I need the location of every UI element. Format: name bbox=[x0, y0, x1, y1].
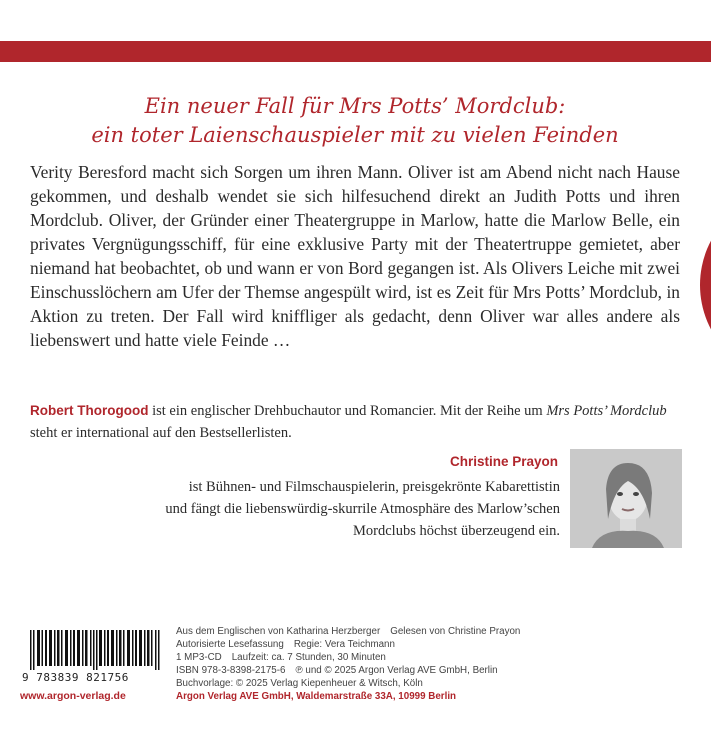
copyright-info: ℗ und © 2025 Argon Verlag AVE GmbH, Berlin bbox=[295, 665, 498, 676]
imprint-line-5: Buchvorlage: © 2025 Verlag Kiepenheuer & Witsch, Köln bbox=[176, 678, 423, 689]
imprint-line-3 bbox=[176, 651, 636, 664]
red-circle-decoration bbox=[700, 190, 711, 380]
director-credit: Regie: Vera Teichmann bbox=[293, 639, 395, 650]
isbn-info: ISBN 978-3-8398-2175-6 bbox=[176, 665, 286, 676]
barcode-digits: 9 783839 821756 bbox=[22, 671, 129, 684]
tagline-line-2: ein toter Laienschauspieler mit zu vielen Feinden bbox=[91, 123, 619, 147]
version-note: Autorisierte Lesefassung bbox=[176, 639, 284, 650]
imprint bbox=[176, 625, 636, 703]
imprint-line-1 bbox=[176, 625, 636, 638]
author-text-after: steht er international auf den Bestsellerlisten. bbox=[30, 425, 292, 441]
synopsis: Verity Beresford macht sich Sorgen um ihren Mann. Oliver ist am Abend nicht nach Hause gekommen, und deshalb wendet sie sich hilfesuchend direkt an Judith Potts und ihren Mordclub. Oliver, der Gründer einer Theatergruppe in Marlow, hatte die Marlow Belle, ein privates Vergnügungsschiff, für eine exklusive Party mit der Theatertruppe gemietet, aber niemand hat beobachtet, ob und wann er von Bord gegangen ist. Als Olivers Leiche mit zwei Einschusslöchern am Ufer der Themse angespült wird, ist es Zeit für Mrs Potts’ Mordclub, in Aktion zu treten. Der Fall wird kniffliger als gedacht, denn Oliver war alles andere als liebenswert und hatte viele Feinde … bbox=[30, 162, 680, 350]
narrator-credit: Gelesen von Christine Prayon bbox=[390, 626, 521, 637]
reader-bio-line-1: ist Bühnen- und Filmschauspielerin, preisgekrönte Kabarettistin bbox=[188, 479, 560, 495]
reader-bio-line-3: Mordclubs höchst überzeugend ein. bbox=[353, 523, 560, 539]
top-red-band bbox=[0, 41, 711, 62]
imprint-line-4 bbox=[176, 664, 636, 677]
reader-portrait-photo bbox=[570, 449, 682, 548]
tagline-line-1: Ein neuer Fall für Mrs Potts’ Mordclub: bbox=[144, 94, 566, 118]
author-name: Robert Thorogood bbox=[30, 403, 149, 418]
reader-bio-line-2: und fängt die liebenswürdig-skurrile Atmosphäre des Marlow’schen bbox=[165, 501, 560, 517]
barcode bbox=[30, 630, 160, 670]
imprint-line-2 bbox=[176, 638, 636, 651]
reader-bio bbox=[120, 476, 560, 542]
author-bio bbox=[30, 400, 680, 444]
reader-name: Christine Prayon bbox=[449, 454, 558, 469]
publisher-address: Argon Verlag AVE GmbH, Waldemarstraße 33A, 10999 Berlin bbox=[176, 691, 457, 702]
format-info: 1 MP3-CD bbox=[176, 652, 222, 663]
publisher-url[interactable]: www.argon-verlag.de bbox=[20, 690, 126, 702]
series-title: Mrs Potts’ Mordclub bbox=[546, 403, 667, 419]
translation-credit: Aus dem Englischen von Katharina Herzberger bbox=[176, 626, 381, 637]
portrait-illustration bbox=[570, 449, 682, 548]
runtime-info: Laufzeit: ca. 7 Stunden, 30 Minuten bbox=[231, 652, 386, 663]
tagline bbox=[30, 92, 680, 150]
author-text-before: ist ein englischer Drehbuchautor und Romancier. Mit der Reihe um bbox=[148, 403, 547, 419]
